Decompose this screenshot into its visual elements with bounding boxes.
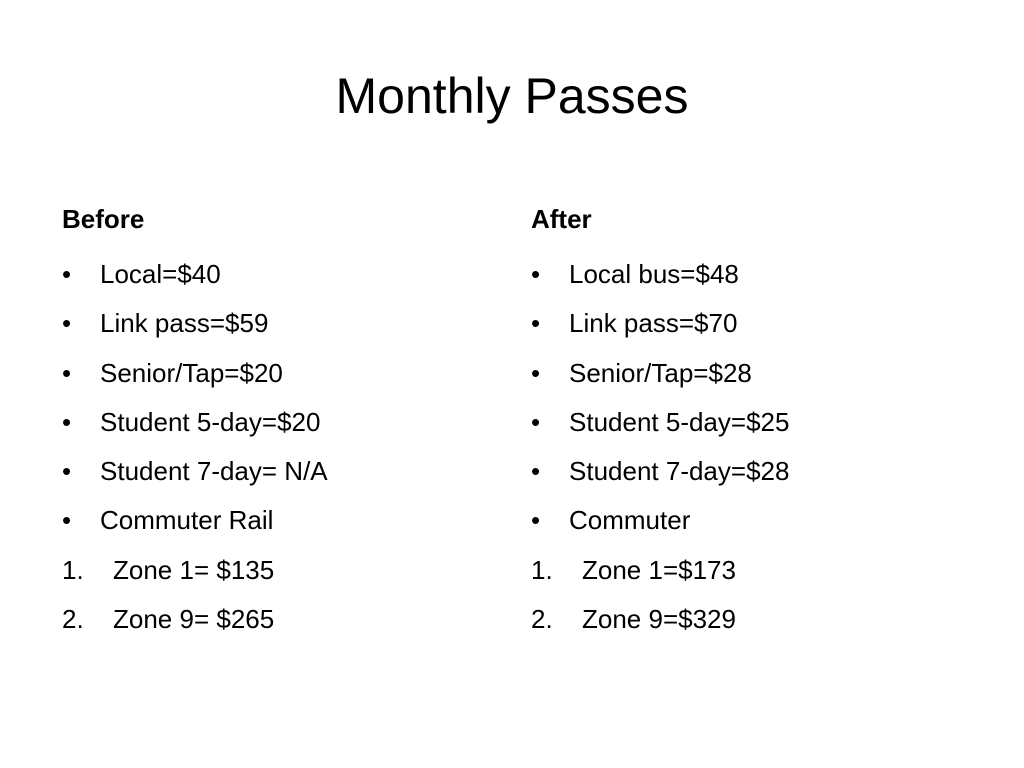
number-marker: 1. bbox=[62, 554, 84, 585]
list-item bbox=[62, 546, 482, 595]
item-text: Link pass=$59 bbox=[100, 308, 269, 339]
item-text: Zone 1=$173 bbox=[582, 554, 736, 585]
bullet-marker: • bbox=[531, 308, 541, 339]
item-text: Student 7-day= N/A bbox=[100, 456, 328, 487]
bullet-marker: • bbox=[62, 259, 72, 289]
list-item bbox=[531, 496, 951, 545]
bullet-marker: • bbox=[531, 406, 541, 437]
item-text: Commuter Rail bbox=[100, 505, 274, 536]
bullet-marker: • bbox=[62, 357, 72, 388]
item-text: Zone 1= $135 bbox=[113, 554, 275, 585]
item-text: Zone 9= $265 bbox=[113, 604, 275, 635]
bullet-marker: • bbox=[531, 357, 541, 388]
after-heading: After bbox=[531, 204, 592, 234]
before-column bbox=[62, 200, 482, 644]
before-list bbox=[62, 250, 482, 644]
list-item bbox=[62, 299, 482, 348]
item-text: Zone 9=$329 bbox=[582, 604, 736, 635]
item-text: Local=$40 bbox=[100, 259, 221, 289]
bullet-marker: • bbox=[62, 406, 72, 437]
list-item bbox=[531, 349, 951, 398]
item-text: Student 7-day=$28 bbox=[569, 456, 790, 487]
item-text: Student 5-day=$20 bbox=[100, 406, 321, 437]
bullet-marker: • bbox=[531, 456, 541, 487]
number-marker: 2. bbox=[531, 604, 553, 635]
item-text: Senior/Tap=$20 bbox=[100, 357, 283, 388]
list-item bbox=[531, 447, 951, 496]
list-item bbox=[62, 447, 482, 496]
item-text: Commuter bbox=[569, 505, 691, 536]
before-heading: Before bbox=[62, 204, 145, 234]
number-marker: 1. bbox=[531, 554, 553, 585]
list-item bbox=[62, 398, 482, 447]
bullet-marker: • bbox=[62, 308, 72, 339]
bullet-marker: • bbox=[531, 259, 541, 289]
list-item bbox=[62, 250, 482, 299]
item-text: Senior/Tap=$28 bbox=[569, 357, 752, 388]
list-item bbox=[62, 349, 482, 398]
number-marker: 2. bbox=[62, 604, 84, 635]
item-text: Student 5-day=$25 bbox=[569, 406, 790, 437]
item-text: Local bus=$48 bbox=[569, 259, 739, 289]
slide-title: Monthly Passes bbox=[335, 68, 689, 124]
list-item bbox=[62, 595, 482, 644]
bullet-marker: • bbox=[62, 456, 72, 487]
list-item bbox=[531, 546, 951, 595]
list-item bbox=[531, 398, 951, 447]
item-text: Link pass=$70 bbox=[569, 308, 738, 339]
after-column bbox=[531, 200, 951, 644]
bullet-marker: • bbox=[62, 505, 72, 536]
list-item bbox=[531, 299, 951, 348]
list-item bbox=[62, 496, 482, 545]
list-item bbox=[531, 250, 951, 299]
after-list bbox=[531, 250, 951, 644]
list-item bbox=[531, 595, 951, 644]
bullet-marker: • bbox=[531, 505, 541, 536]
